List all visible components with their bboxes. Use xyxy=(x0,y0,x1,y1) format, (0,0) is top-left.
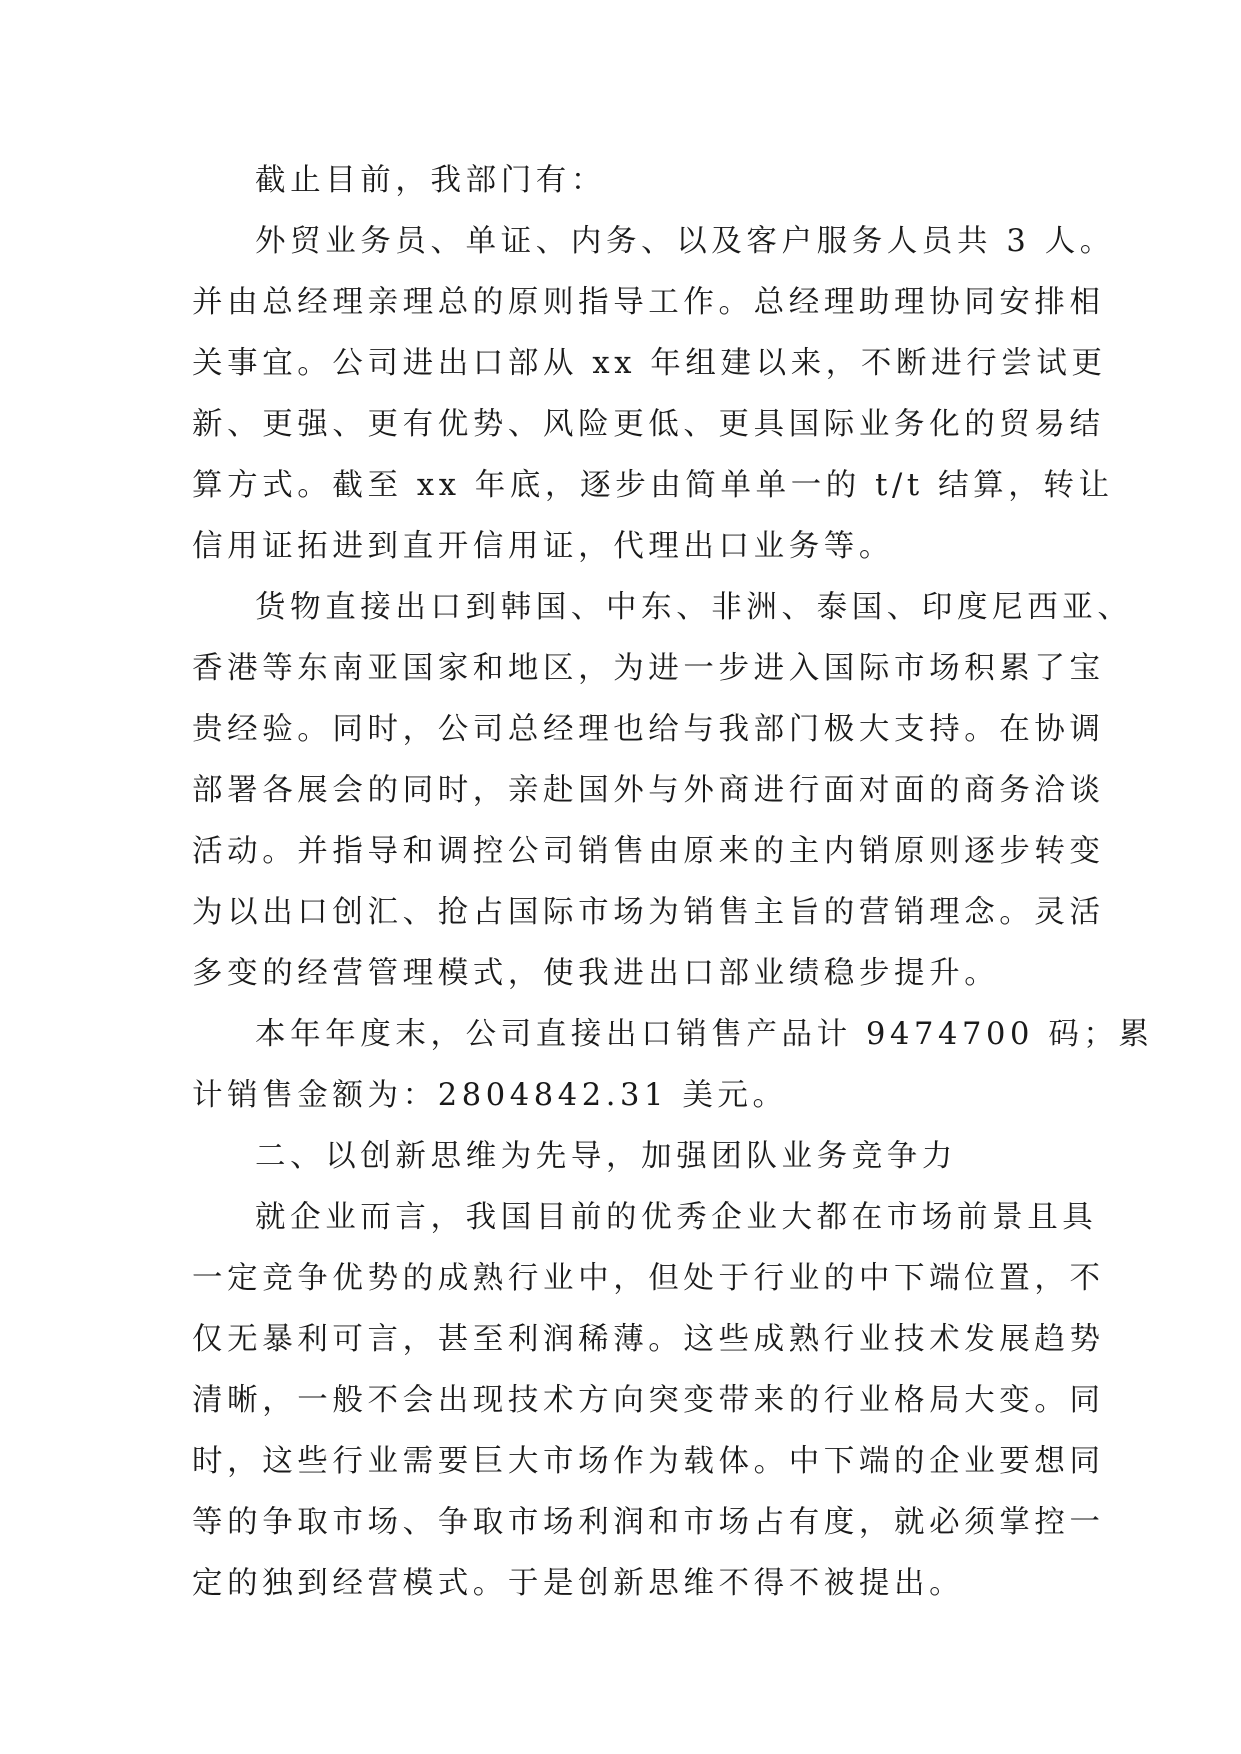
text-line: 外贸业务员、单证、内务、以及客户服务人员共 3 人。 xyxy=(255,224,1115,259)
text-line: 时，这些行业需要巨大市场作为载体。中下端的企业要想同 xyxy=(192,1444,1105,1479)
paragraph-staff-and-settlement xyxy=(192,211,1115,577)
section-heading-innovation xyxy=(192,1126,1052,1187)
text-line: 信用证拓进到直开信用证，代理出口业务等。 xyxy=(192,529,894,564)
text-line: 部署各展会的同时，亲赴国外与外商进行面对面的商务洽谈 xyxy=(192,773,1105,808)
text-line: 本年年度末，公司直接出口销售产品计 9474700 码；累 xyxy=(255,1017,1154,1052)
paragraph-annual-sales xyxy=(192,1004,1154,1126)
paragraph-export-markets xyxy=(192,577,1133,1004)
text-line: 计销售金额为：2804842.31 美元。 xyxy=(192,1078,788,1113)
paragraph-innovation-thinking xyxy=(192,1187,1105,1614)
text-line: 并由总经理亲理总的原则指导工作。总经理助理协同安排相 xyxy=(192,285,1105,320)
text-line: 等的争取市场、争取市场利润和市场占有度，就必须掌控一 xyxy=(192,1505,1105,1540)
text-line: 就企业而言，我国目前的优秀企业大都在市场前景且具 xyxy=(255,1200,1098,1235)
text-line: 一定竞争优势的成熟行业中，但处于行业的中下端位置，不 xyxy=(192,1261,1105,1296)
text-line: 多变的经营管理模式，使我进出口部业绩稳步提升。 xyxy=(192,956,1000,991)
text-line: 活动。并指导和调控公司销售由原来的主内销原则逐步转变 xyxy=(192,834,1105,869)
text-line: 定的独到经营模式。于是创新思维不得不被提出。 xyxy=(192,1566,965,1601)
text-line: 香港等东南亚国家和地区，为进一步进入国际市场积累了宝 xyxy=(192,651,1105,686)
text-line: 货物直接出口到韩国、中东、非洲、泰国、印度尼西亚、 xyxy=(255,590,1133,625)
text-line: 算方式。截至 xx 年底，逐步由简单单一的 t/t 结算，转让 xyxy=(192,468,1114,503)
paragraph-department-intro xyxy=(192,150,1052,211)
text-line: 为以出口创汇、抢占国际市场为销售主旨的营销理念。灵活 xyxy=(192,895,1105,930)
document-body xyxy=(192,150,1154,1614)
text-line: 贵经验。同时，公司总经理也给与我部门极大支持。在协调 xyxy=(192,712,1105,747)
text-line: 清晰，一般不会出现技术方向突变带来的行业格局大变。同 xyxy=(192,1383,1105,1418)
text-line: 截止目前，我部门有： xyxy=(255,163,606,198)
text-line: 二、以创新思维为先导，加强团队业务竞争力 xyxy=(255,1139,957,1174)
text-line: 仅无暴利可言，甚至利润稀薄。这些成熟行业技术发展趋势 xyxy=(192,1322,1105,1357)
text-line: 新、更强、更有优势、风险更低、更具国际业务化的贸易结 xyxy=(192,407,1105,442)
text-line: 关事宜。公司进出口部从 xx 年组建以来，不断进行尝试更 xyxy=(192,346,1107,381)
